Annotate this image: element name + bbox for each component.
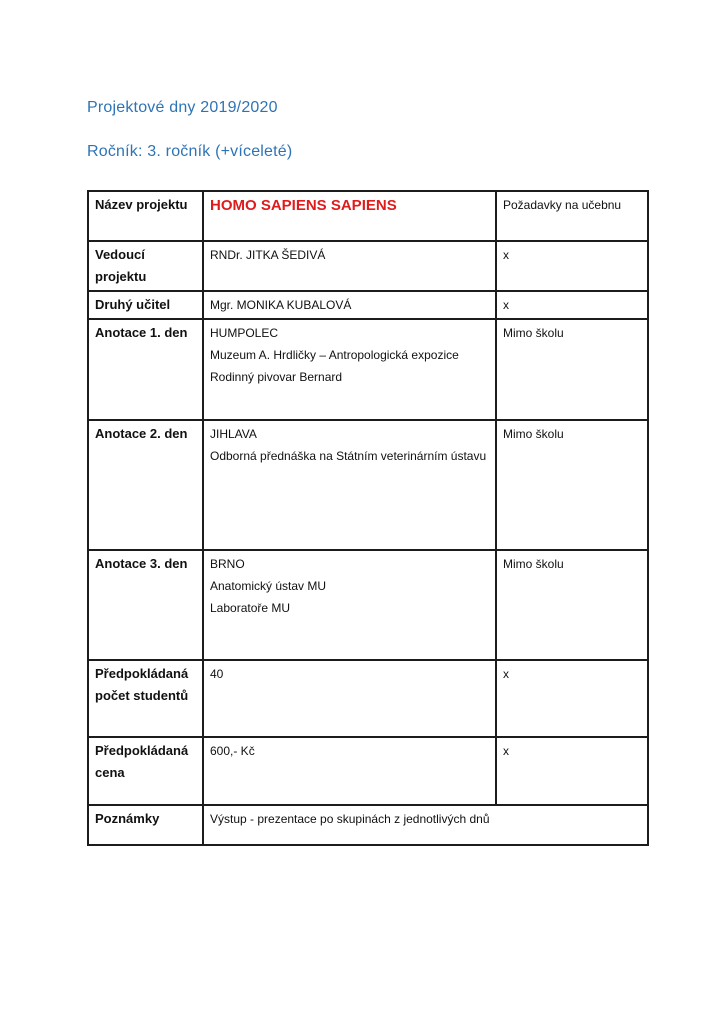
row-cena <box>88 737 648 805</box>
row-note: Mimo školu <box>496 550 648 660</box>
row-label: Poznámky <box>88 805 203 845</box>
page-title: Projektové dny 2019/2020 <box>87 99 278 116</box>
row-value: 40 <box>203 660 496 737</box>
row-label: Název projektu <box>88 191 203 241</box>
page-subtitle: Ročník: 3. ročník (+víceleté) <box>87 143 293 160</box>
value-line: BRNO <box>210 557 245 571</box>
row-value: Výstup - prezentace po skupinách z jednotlivých dnů <box>203 805 648 845</box>
row-anotace-1-den <box>88 319 648 420</box>
value-line: Rodinný pivovar Bernard <box>210 370 343 384</box>
row-note: x <box>496 291 648 319</box>
row-anotace-3-den <box>88 550 648 660</box>
row-label: Anotace 2. den <box>88 420 203 550</box>
value-line: Odborná přednáška na Státním veterinárním ústavu <box>210 449 487 463</box>
value-line: HUMPOLEC <box>210 326 279 340</box>
row-label: Anotace 1. den <box>88 319 203 420</box>
row-label: Předpokládaná cena <box>88 737 203 805</box>
row-note: x <box>496 241 648 291</box>
row-value <box>203 420 496 550</box>
row-value: Mgr. MONIKA KUBALOVÁ <box>203 291 496 319</box>
row-label: Druhý učitel <box>88 291 203 319</box>
row-anotace-2-den <box>88 420 648 550</box>
row-nazev-projektu <box>88 191 648 241</box>
row-vedouci-projektu <box>88 241 648 291</box>
value-line: Laboratoře MU <box>210 601 291 615</box>
value-line: Muzeum A. Hrdličky – Antropologická expozice <box>210 348 459 362</box>
value-line: JIHLAVA <box>210 427 257 441</box>
row-note: x <box>496 737 648 805</box>
row-note: Požadavky na učebnu <box>496 191 648 241</box>
row-label: Vedoucí projektu <box>88 241 203 291</box>
project-title: HOMO SAPIENS SAPIENS <box>210 197 397 214</box>
row-label: Předpokládaná počet studentů <box>88 660 203 737</box>
row-poznamky <box>88 805 648 845</box>
row-value: 600,- Kč <box>203 737 496 805</box>
row-note: Mimo školu <box>496 319 648 420</box>
row-pocet-studentu <box>88 660 648 737</box>
row-label: Anotace 3. den <box>88 550 203 660</box>
row-value <box>203 319 496 420</box>
project-details-table <box>87 190 649 846</box>
row-value: RNDr. JITKA ŠEDIVÁ <box>203 241 496 291</box>
row-note: x <box>496 660 648 737</box>
value-line: Anatomický ústav MU <box>210 579 327 593</box>
row-value <box>203 550 496 660</box>
row-note: Mimo školu <box>496 420 648 550</box>
row-value <box>203 191 496 241</box>
row-druhy-ucitel <box>88 291 648 319</box>
